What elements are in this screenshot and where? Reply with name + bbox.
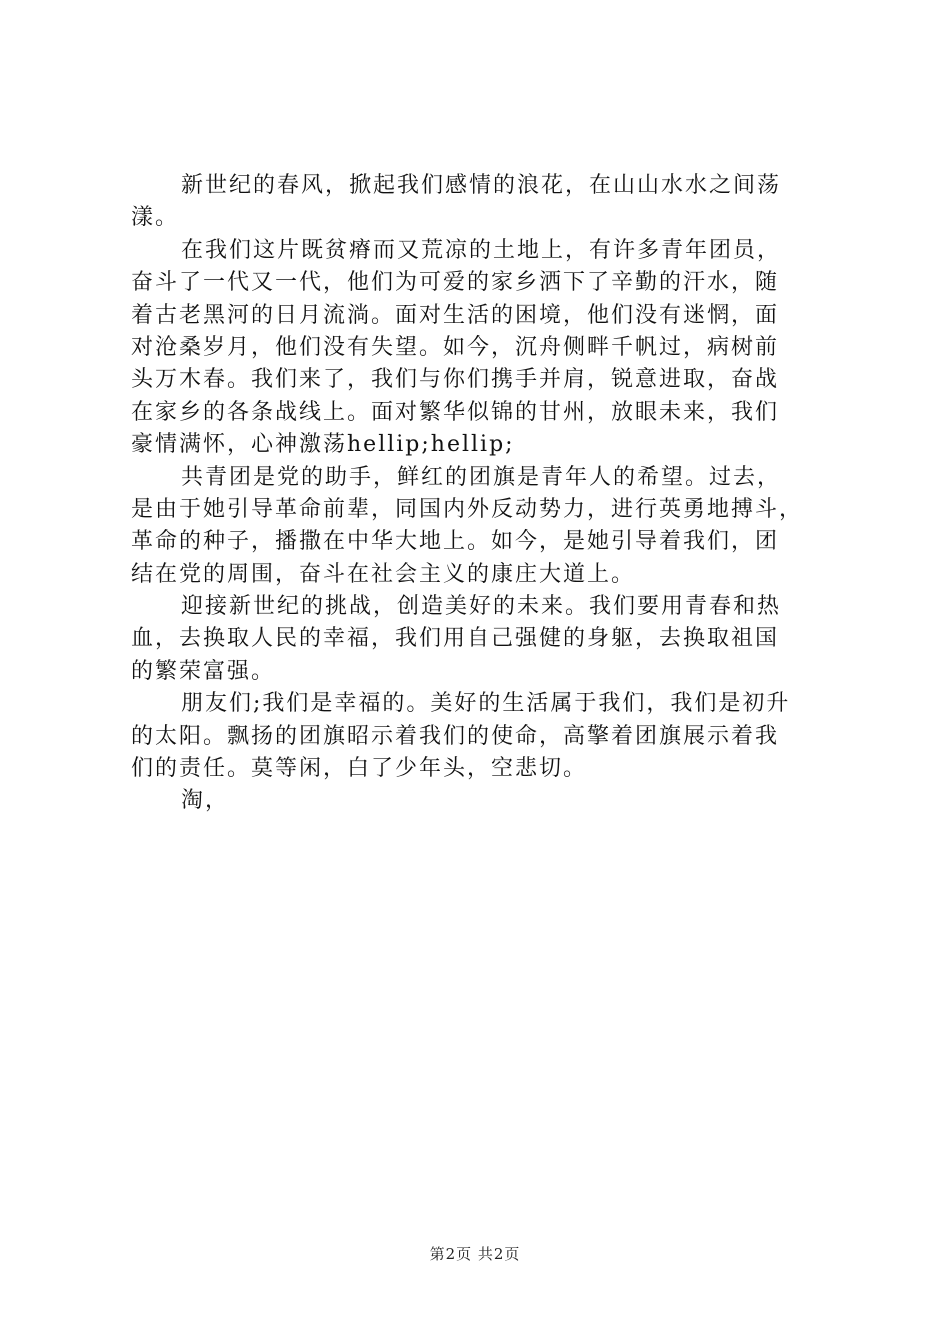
text-line: 奋斗了一代又一代，他们为可爱的家乡洒下了辛勤的汗水，随: [131, 270, 780, 296]
text-line: 共青团是党的助手，鲜红的团旗是青年人的希望。过去，: [181, 464, 782, 490]
text-line: 朋友们;我们是幸福的。美好的生活属于我们，我们是初升: [181, 691, 791, 717]
text-line: 头万木春。我们来了，我们与你们携手并肩，锐意进取，奋战: [131, 367, 780, 393]
text-line: 是由于她引导革命前辈，同国内外反动势力，进行英勇地搏斗，: [131, 496, 804, 522]
text-line: 的繁荣富强。: [131, 658, 276, 684]
text-line: 着古老黑河的日月流淌。面对生活的困境，他们没有迷惘，面: [131, 302, 780, 328]
page-footer: [0, 1243, 950, 1264]
page-number-label: 第2页 共2页: [429, 1245, 521, 1263]
text-line: 对沧桑岁月，他们没有失望。如今，沉舟侧畔千帆过，病树前: [131, 334, 780, 360]
text-line: 迎接新世纪的挑战，创造美好的未来。我们要用青春和热: [181, 594, 782, 620]
text-line: 在家乡的各条战线上。面对繁华似锦的甘州，放眼未来，我们: [131, 399, 780, 425]
text-line: 的太阳。飘扬的团旗昭示着我们的使命，高擎着团旗展示着我: [131, 723, 780, 749]
text-line: 漾。: [131, 205, 180, 231]
text-line: 血，去换取人民的幸福，我们用自己强健的身躯，去换取祖国: [131, 626, 780, 652]
text-line: 结在党的周围，奋斗在社会主义的康庄大道上。: [131, 561, 636, 587]
text-line: 们的责任。莫等闲，白了少年头，空悲切。: [131, 756, 588, 782]
text-line: 淘，: [181, 788, 230, 814]
text-line: 新世纪的春风，掀起我们感情的浪花，在山山水水之间荡: [181, 173, 782, 198]
text-line: 在我们这片既贫瘠而又荒凉的土地上，有许多青年团员，: [181, 237, 782, 263]
text-line: 豪情满怀，心神激荡hellip;hellip;: [131, 432, 515, 458]
document-body: [131, 170, 831, 818]
text-line: 革命的种子，播撒在中华大地上。如今，是她引导着我们，团: [131, 529, 780, 555]
